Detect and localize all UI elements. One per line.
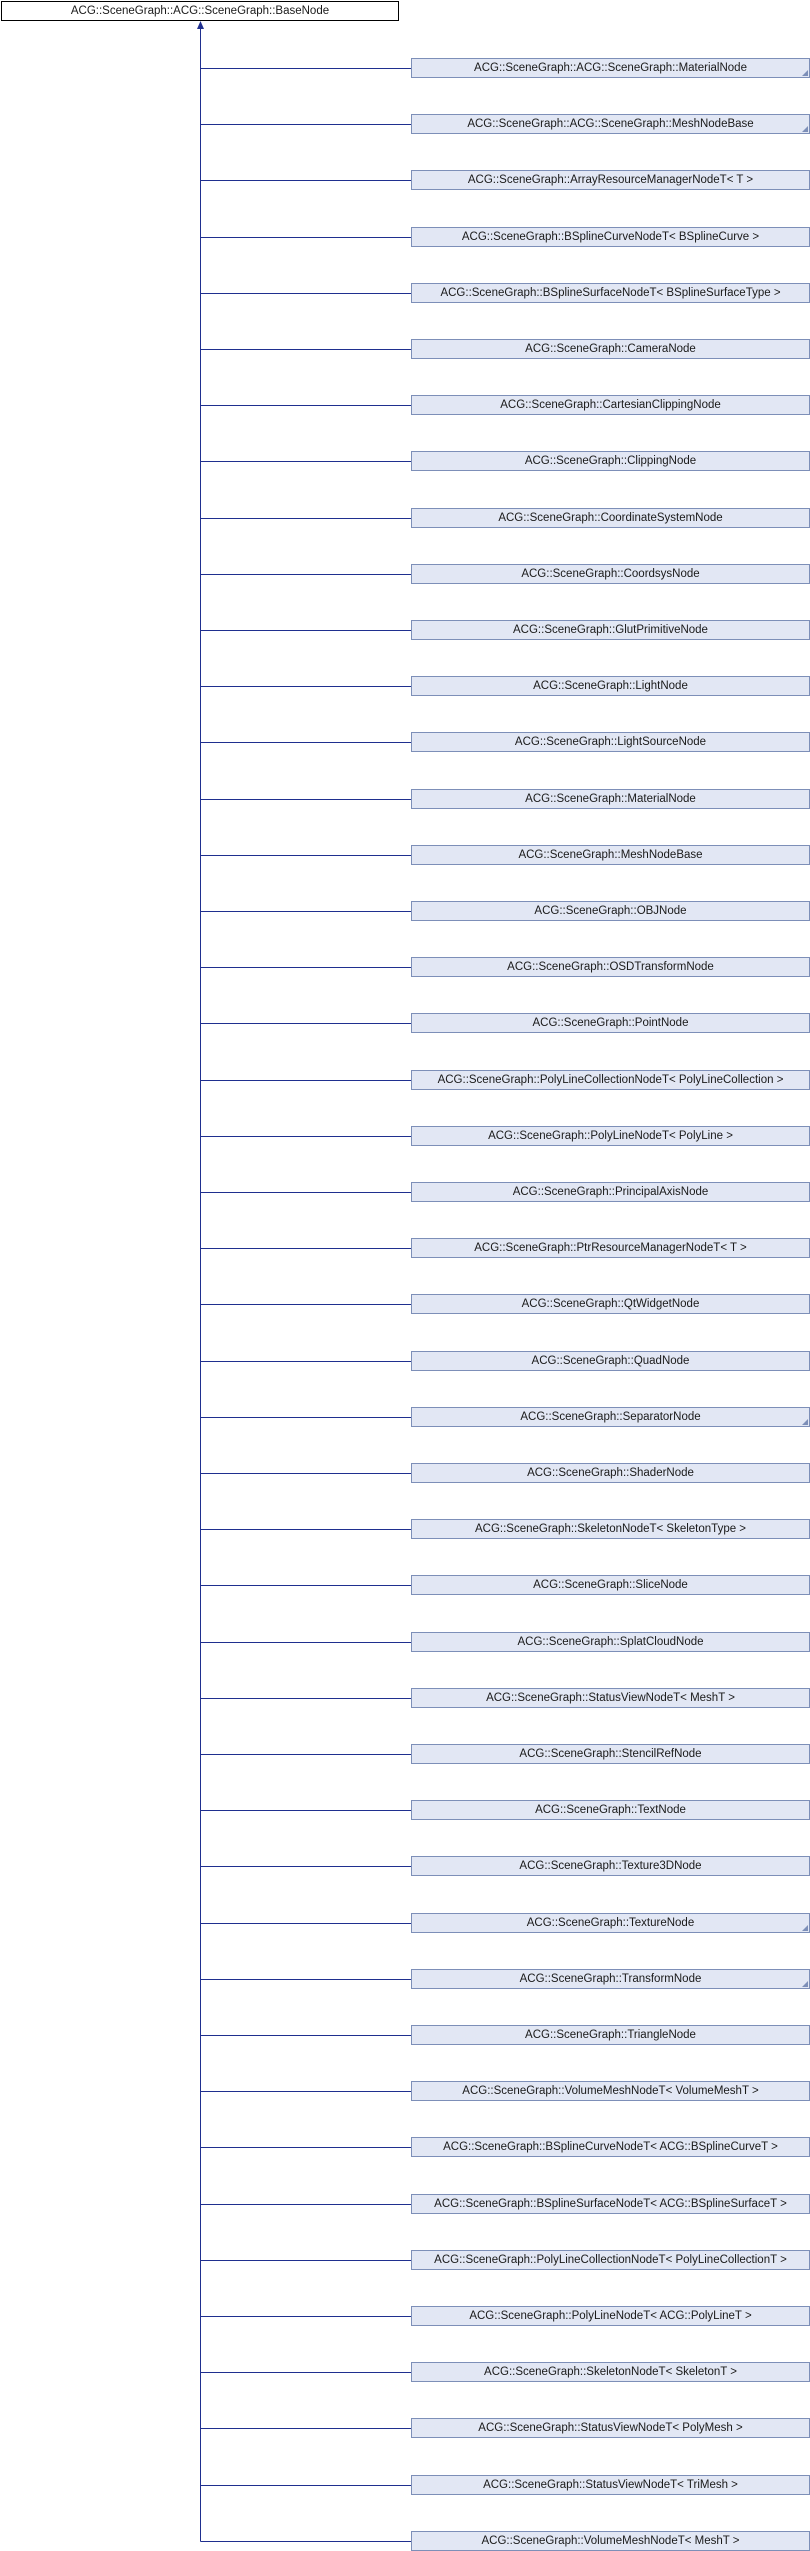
derived-class-node[interactable]: ACG::SceneGraph::TransformNode bbox=[411, 1969, 810, 1989]
derived-class-node[interactable]: ACG::SceneGraph::ClippingNode bbox=[411, 451, 810, 471]
derived-class-node[interactable]: ACG::SceneGraph::PtrResourceManagerNodeT< T > bbox=[411, 1238, 810, 1258]
derived-class-node[interactable]: ACG::SceneGraph::StatusViewNodeT< PolyMesh > bbox=[411, 2418, 810, 2438]
derived-class-node[interactable]: ACG::SceneGraph::PointNode bbox=[411, 1013, 810, 1033]
derived-class-node[interactable]: ACG::SceneGraph::VolumeMeshNodeT< MeshT > bbox=[411, 2531, 810, 2551]
derived-class-node[interactable]: ACG::SceneGraph::CartesianClippingNode bbox=[411, 395, 810, 415]
derived-class-node[interactable]: ACG::SceneGraph::CoordsysNode bbox=[411, 564, 810, 584]
derived-class-node[interactable]: ACG::SceneGraph::PolyLineCollectionNodeT< PolyLineCollection > bbox=[411, 1070, 810, 1090]
derived-class-node[interactable]: ACG::SceneGraph::StencilRefNode bbox=[411, 1744, 810, 1764]
derived-class-node[interactable]: ACG::SceneGraph::QuadNode bbox=[411, 1351, 810, 1371]
derived-class-node[interactable]: ACG::SceneGraph::VolumeMeshNodeT< VolumeMeshT > bbox=[411, 2081, 810, 2101]
derived-class-node[interactable]: ACG::SceneGraph::BSplineCurveNodeT< ACG::BSplineCurveT > bbox=[411, 2137, 810, 2157]
derived-class-node[interactable]: ACG::SceneGraph::ShaderNode bbox=[411, 1463, 810, 1483]
derived-class-node[interactable]: ACG::SceneGraph::SkeletonNodeT< SkeletonT > bbox=[411, 2362, 810, 2382]
derived-class-node[interactable]: ACG::SceneGraph::Texture3DNode bbox=[411, 1856, 810, 1876]
derived-class-node[interactable]: ACG::SceneGraph::ACG::SceneGraph::MaterialNode bbox=[411, 58, 810, 78]
derived-class-node[interactable]: ACG::SceneGraph::CoordinateSystemNode bbox=[411, 508, 810, 528]
derived-class-node[interactable]: ACG::SceneGraph::SliceNode bbox=[411, 1575, 810, 1595]
derived-class-node[interactable]: ACG::SceneGraph::GlutPrimitiveNode bbox=[411, 620, 810, 640]
derived-class-node[interactable]: ACG::SceneGraph::SkeletonNodeT< SkeletonType > bbox=[411, 1519, 810, 1539]
derived-class-node[interactable]: ACG::SceneGraph::BSplineCurveNodeT< BSplineCurve > bbox=[411, 227, 810, 247]
derived-class-node[interactable]: ACG::SceneGraph::StatusViewNodeT< MeshT > bbox=[411, 1688, 810, 1708]
base-node: ACG::SceneGraph::ACG::SceneGraph::BaseNode bbox=[1, 1, 399, 21]
derived-class-node[interactable]: ACG::SceneGraph::SplatCloudNode bbox=[411, 1632, 810, 1652]
derived-class-node[interactable]: ACG::SceneGraph::CameraNode bbox=[411, 339, 810, 359]
derived-class-node[interactable]: ACG::SceneGraph::LightSourceNode bbox=[411, 732, 810, 752]
derived-class-node[interactable]: ACG::SceneGraph::ArrayResourceManagerNodeT< T > bbox=[411, 170, 810, 190]
derived-class-node[interactable]: ACG::SceneGraph::MaterialNode bbox=[411, 789, 810, 809]
derived-class-node[interactable]: ACG::SceneGraph::PrincipalAxisNode bbox=[411, 1182, 810, 1202]
derived-class-node[interactable]: ACG::SceneGraph::QtWidgetNode bbox=[411, 1294, 810, 1314]
derived-class-node[interactable]: ACG::SceneGraph::OSDTransformNode bbox=[411, 957, 810, 977]
derived-class-node[interactable]: ACG::SceneGraph::PolyLineNodeT< PolyLine > bbox=[411, 1126, 810, 1146]
derived-class-node[interactable]: ACG::SceneGraph::PolyLineCollectionNodeT< PolyLineCollectionT > bbox=[411, 2250, 810, 2270]
derived-class-node[interactable]: ACG::SceneGraph::ACG::SceneGraph::MeshNodeBase bbox=[411, 114, 810, 134]
derived-class-node[interactable]: ACG::SceneGraph::PolyLineNodeT< ACG::PolyLineT > bbox=[411, 2306, 810, 2326]
derived-class-node[interactable]: ACG::SceneGraph::TextureNode bbox=[411, 1913, 810, 1933]
derived-class-node[interactable]: ACG::SceneGraph::BSplineSurfaceNodeT< ACG::BSplineSurfaceT > bbox=[411, 2194, 810, 2214]
derived-class-node[interactable]: ACG::SceneGraph::BSplineSurfaceNodeT< BSplineSurfaceType > bbox=[411, 283, 810, 303]
inheritance-arrowhead bbox=[197, 21, 204, 29]
derived-class-node[interactable]: ACG::SceneGraph::StatusViewNodeT< TriMesh > bbox=[411, 2475, 810, 2495]
derived-class-node[interactable]: ACG::SceneGraph::SeparatorNode bbox=[411, 1407, 810, 1427]
derived-class-node[interactable]: ACG::SceneGraph::TriangleNode bbox=[411, 2025, 810, 2045]
derived-class-node[interactable]: ACG::SceneGraph::MeshNodeBase bbox=[411, 845, 810, 865]
derived-class-node[interactable]: ACG::SceneGraph::OBJNode bbox=[411, 901, 810, 921]
derived-class-node[interactable]: ACG::SceneGraph::LightNode bbox=[411, 676, 810, 696]
derived-class-node[interactable]: ACG::SceneGraph::TextNode bbox=[411, 1800, 810, 1820]
